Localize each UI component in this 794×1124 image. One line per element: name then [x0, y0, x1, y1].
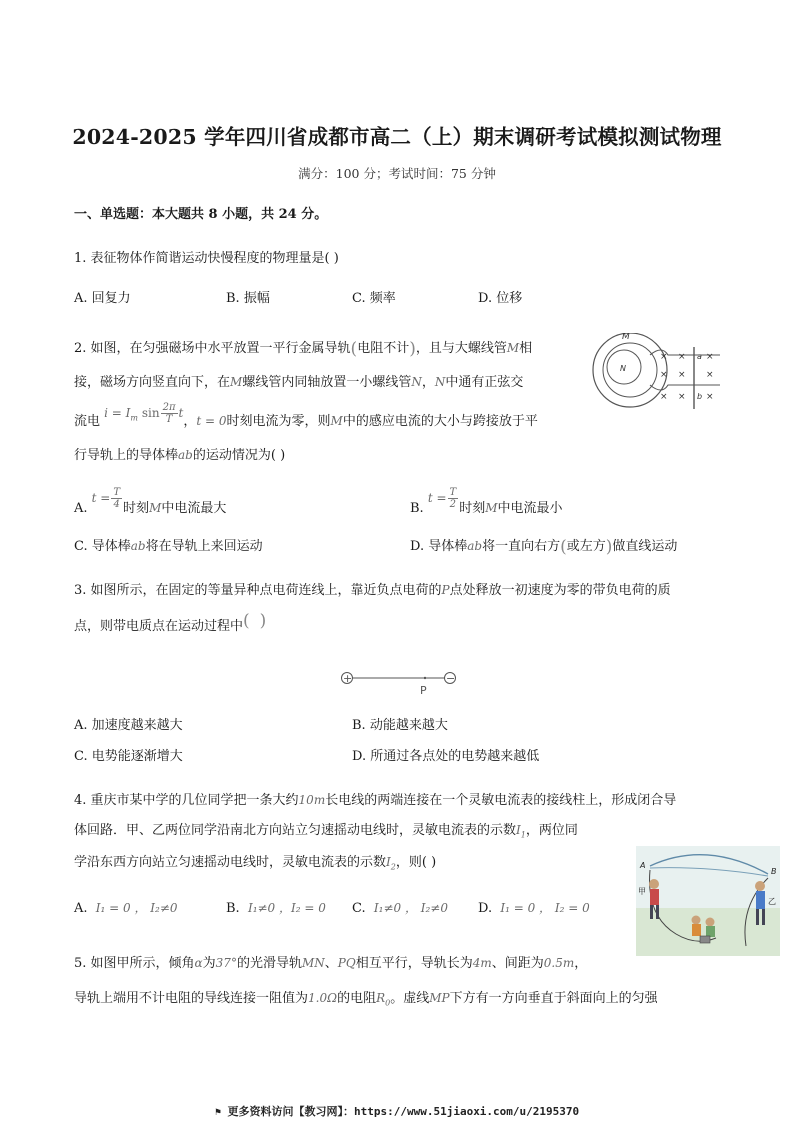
- q4-option-c: C. I₁≠0 ， I₂≠0: [352, 901, 449, 916]
- label-jia: 甲: [638, 887, 646, 896]
- q2-solenoid-figure: [590, 333, 725, 418]
- flag-icon: ⚑: [214, 1107, 221, 1118]
- q2-line-1: 2. 如图，在匀强磁场中水平放置一平行金属导轨(电阻不计)，且与大螺线管M相: [74, 339, 533, 359]
- q2-option-c: C. 导体棒ab将在导轨上来回运动: [74, 539, 263, 554]
- page-title: 2024-2025 学年四川省成都市高二（上）期末调研考试模拟测试物理: [72, 125, 722, 149]
- formula-fraction: $\frac{2\pi}{T}$: [162, 402, 176, 425]
- q3-charges-figure: [336, 666, 460, 698]
- q2-option-a: A. t = $\frac{T}{4}$ 时刻M中电流最大: [74, 487, 227, 516]
- positive-charge-sign: +: [343, 672, 353, 685]
- q1-stem: 1. 表征物体作简谐运动快慢程度的物理量是( ): [74, 251, 339, 266]
- label-a: a: [697, 352, 702, 361]
- q1-option-c: C. 频率: [352, 291, 396, 306]
- q4-option-a: A. I₁ = 0 ， I₂≠0: [74, 901, 178, 916]
- magnetic-field-crosses: [660, 352, 714, 402]
- q3-option-a: A. 加速度越来越大: [74, 718, 183, 733]
- label-a: A: [640, 861, 646, 870]
- q4-line-3: 学沿东西方向站立匀速摇动电线时，灵敏电流表的示数$I_2$，则( ): [74, 855, 437, 872]
- label-p: P: [420, 684, 427, 697]
- q5-line-2: 导轨上端用不计电阻的导线连接一阻值为1.0Ω的电阻$R_0$。虚线MP下方有一方向垂直于斜面向上的匀强: [74, 991, 658, 1008]
- svg-text:×: ×: [678, 392, 686, 402]
- svg-text:×: ×: [678, 370, 686, 380]
- q3-line-1: 3. 如图所示，在固定的等量异种点电荷连线上，靠近负点电荷的P点处释放一初速度为零的带负电荷的质: [74, 583, 671, 598]
- footer-link[interactable]: [0, 1103, 794, 1119]
- exam-info: 满分：100 分；考试时间：75 分钟: [298, 166, 496, 181]
- q2-line-3: 流电 $i = I_m$ sin $\frac{2\pi}{T}$ t，t = 0时刻电流为零，则M中的感应电流的大小与跨接放于平: [74, 402, 538, 429]
- q3-option-d: D. 所通过各点处的电势越来越低: [352, 749, 540, 764]
- q3-option-c: C. 电势能逐渐增大: [74, 749, 183, 764]
- q1-option-a: A. 回复力: [74, 291, 131, 306]
- label-b: B: [771, 867, 777, 876]
- q3-option-b: B. 动能越来越大: [352, 718, 448, 733]
- section-heading: 一、单选题：本大题共 8 小题，共 24 分。: [74, 207, 328, 222]
- label-yi: 乙: [768, 897, 776, 906]
- label-n: N: [620, 364, 626, 373]
- q2-line-2: 接，磁场方向竖直向下，在M螺线管内同轴放置一小螺线管N，N中通有正弦交: [74, 375, 524, 390]
- q4-option-b: B. I₁≠0 ，I₂ = 0: [226, 901, 326, 916]
- negative-charge-sign: −: [446, 672, 456, 685]
- svg-text:×: ×: [706, 392, 714, 402]
- svg-text:×: ×: [660, 392, 668, 402]
- svg-text:×: ×: [706, 370, 714, 380]
- q1-option-b: B. 振幅: [226, 291, 270, 306]
- q4-line-2: 体回路．甲、乙两位同学沿南北方向站立匀速摇动电线时，灵敏电流表的示数$I_1$，两位同: [74, 823, 578, 840]
- q2-option-d: D. 导体棒ab将一直向右方(或左方)做直线运动: [410, 537, 678, 557]
- q2-line-4: 行导轨上的导体棒ab的运动情况为( ): [74, 448, 286, 463]
- q3-line-2: 点，则带电质点在运动过程中(): [74, 611, 277, 634]
- svg-text:×: ×: [660, 352, 668, 362]
- label-m: M: [622, 333, 630, 342]
- q5-line-1: 5. 如图甲所示，倾角α为37°的光滑导轨MN、PQ相互平行，导轨长为4m、间距为0.5m，: [74, 956, 588, 971]
- svg-text:×: ×: [660, 370, 668, 380]
- q1-option-d: D. 位移: [478, 291, 523, 306]
- q4-line-1: 4. 重庆市某中学的几位同学把一条大约10m长电线的两端连接在一个灵敏电流表的接线柱上，形成闭合导: [74, 793, 677, 808]
- svg-text:×: ×: [706, 352, 714, 362]
- q4-illustration: [636, 846, 780, 956]
- q4-option-d: D. I₁ = 0 ， I₂ = 0: [478, 901, 590, 916]
- svg-text:×: ×: [678, 352, 686, 362]
- q2-option-b: B. t = $\frac{T}{2}$ 时刻M中电流最小: [410, 487, 563, 516]
- footer-text[interactable]: 更多资料访问【教习网】：https://www.51jiaoxi.com/u/2195370: [227, 1105, 580, 1118]
- label-b: b: [697, 392, 703, 401]
